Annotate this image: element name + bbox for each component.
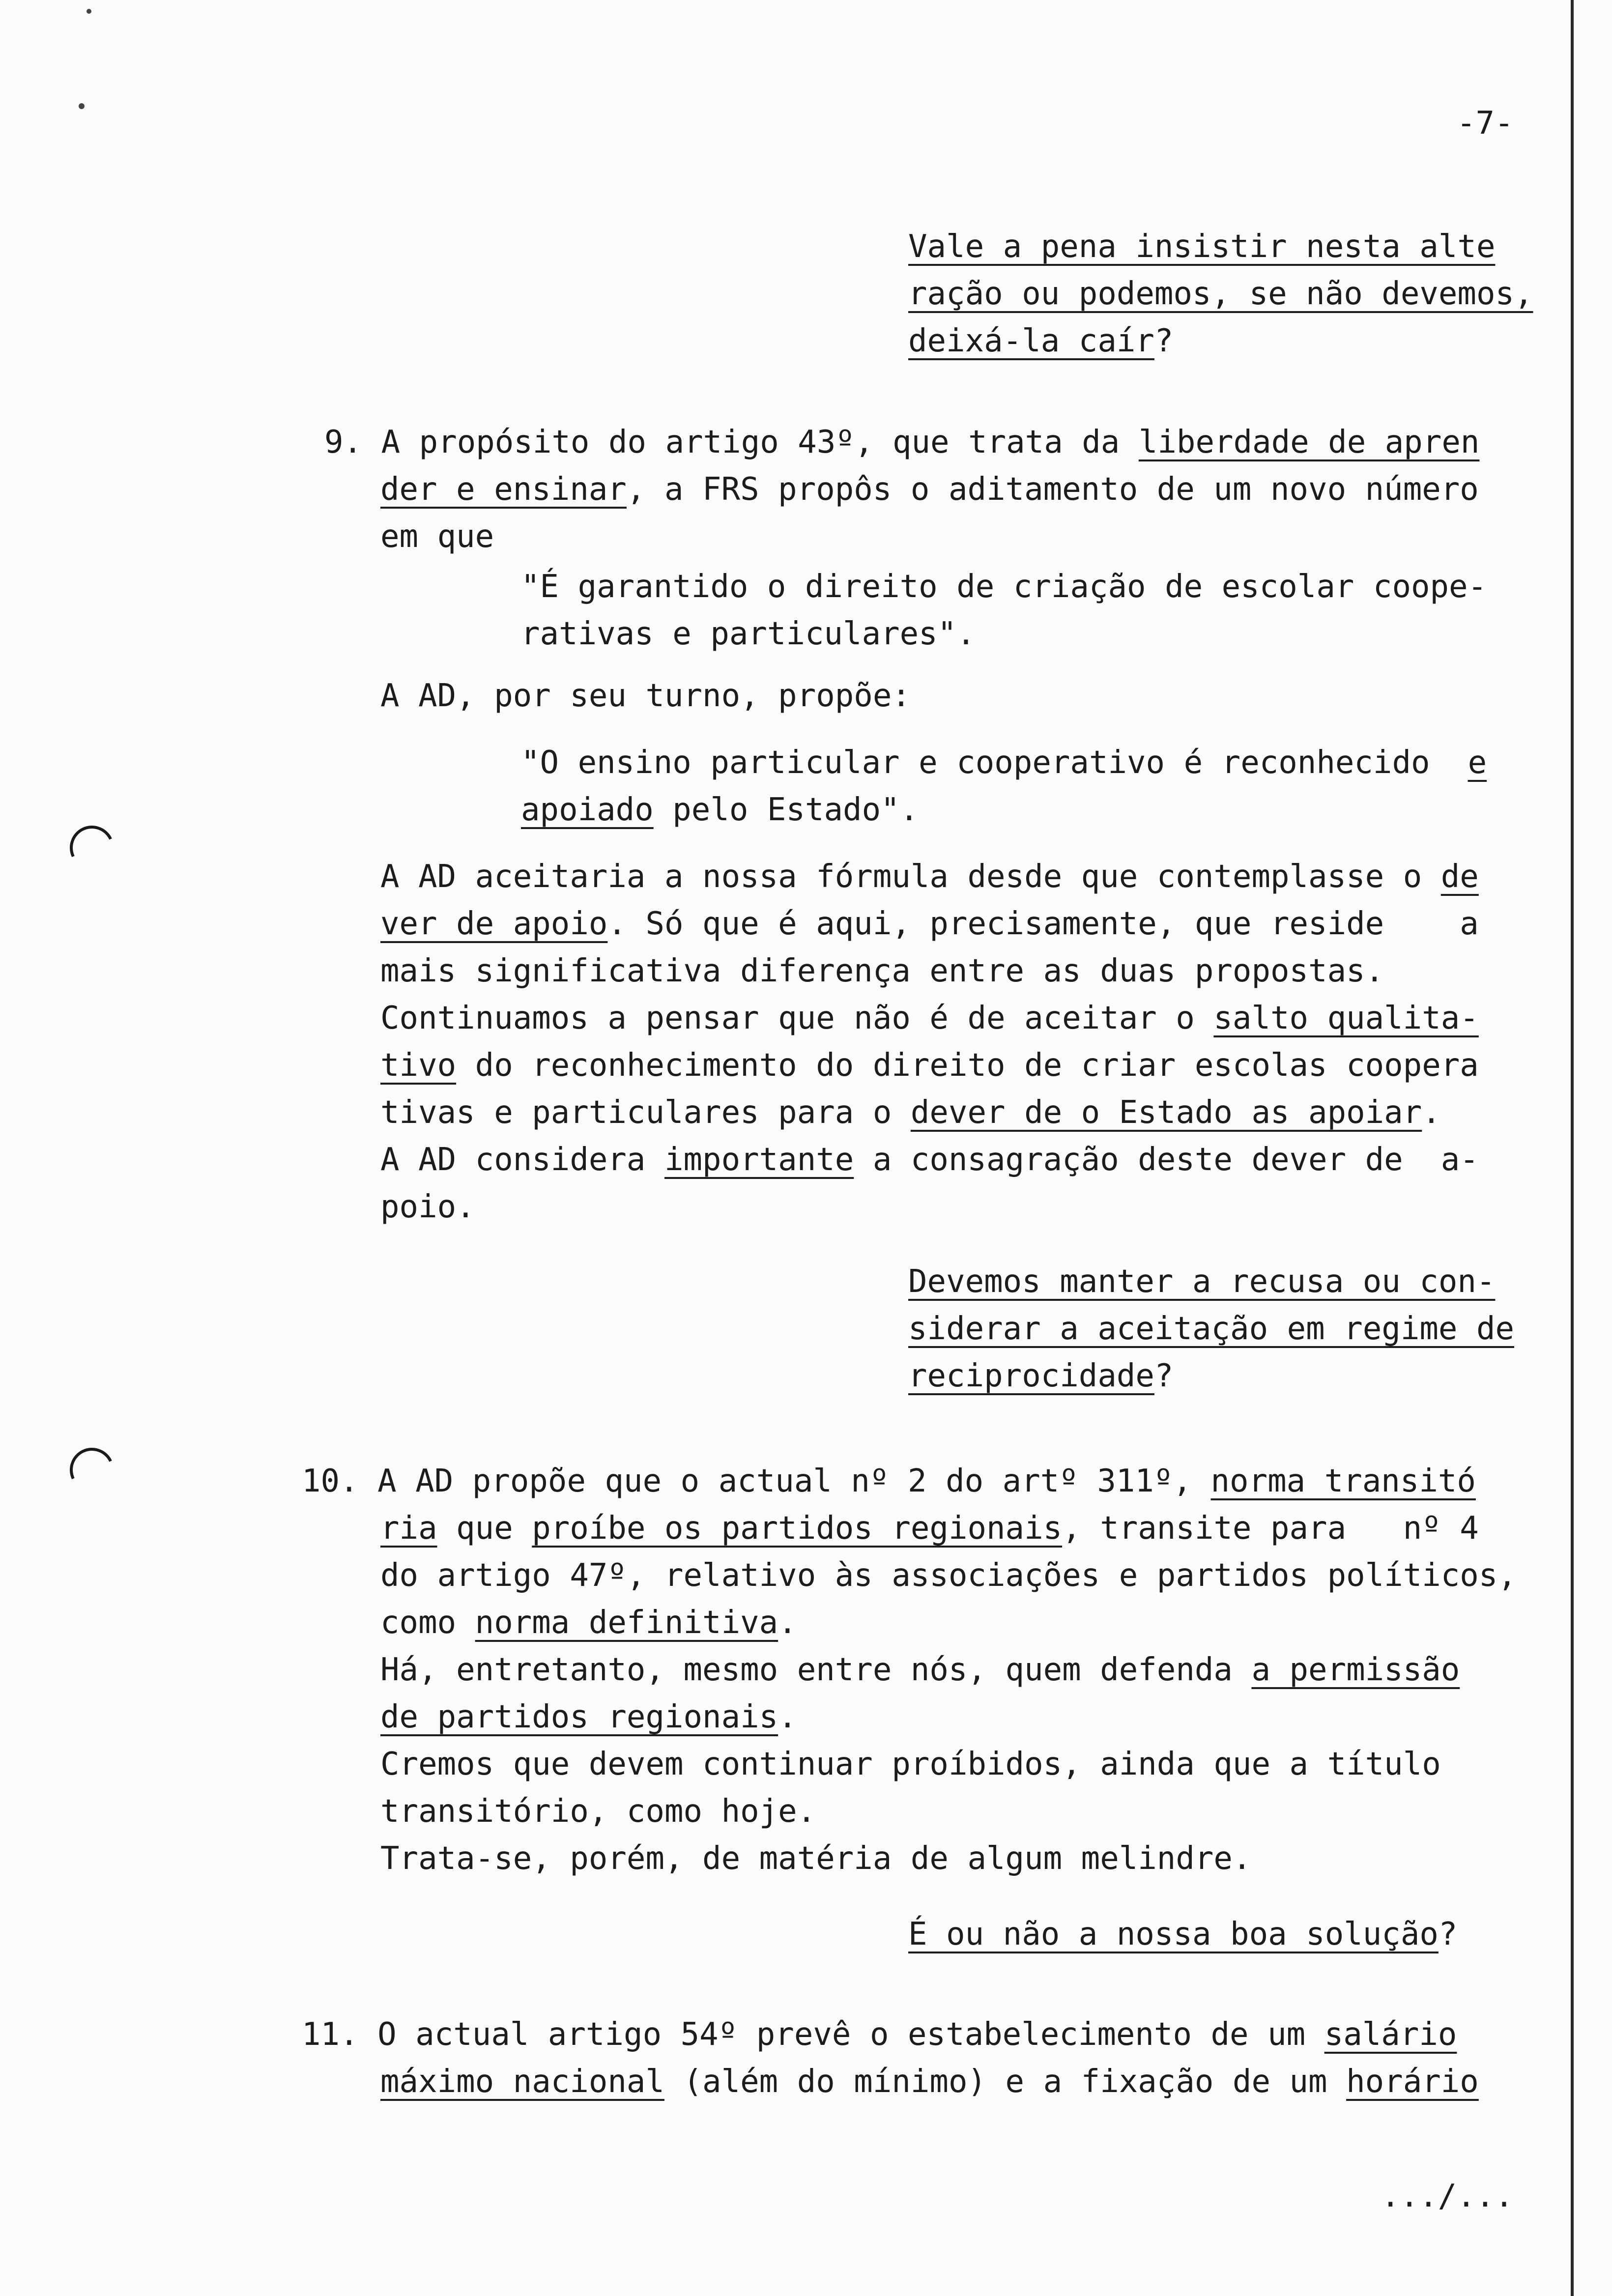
text-segment: , transite para nº 4 [1062,1510,1479,1547]
underlined-text: norma definitiva [475,1605,778,1641]
text-segment: como [380,1605,475,1641]
text-line [908,1916,1458,1952]
text-segment: em que [380,518,494,555]
underlined-text: norma transitó [1210,1463,1476,1499]
text-segment: 10. A AD propõe que o actual nº 2 do artº 311º, [302,1463,1211,1499]
text-segment: "É garantido o direito de criação de escolar coope- [521,569,1487,605]
text-line [380,1144,1479,1176]
page-number: -7- [1457,105,1514,142]
underlined-text: Vale a pena insistir nesta alte [908,229,1496,265]
underlined-text: ver de apoio [380,906,608,942]
text-segment: mais significativa diferença entre as duas propostas. [380,953,1384,989]
text-line [380,1840,1252,1877]
text-line [380,1510,1479,1547]
text-segment: . [778,1699,797,1735]
underlined-text: Devemos manter a recusa ou con- [908,1263,1496,1300]
text-segment: . [1422,1094,1441,1131]
punch-hole-mark [63,819,120,876]
underlined-text: salto qualita- [1213,1000,1479,1036]
text-line [521,618,976,650]
text-line [380,1047,1479,1084]
text-line [380,518,494,555]
text-line [380,1000,1479,1036]
text-line [380,1191,475,1223]
text-line [908,1263,1496,1300]
underlined-text: deixá-la caír [908,323,1154,359]
text-segment: poio. [380,1189,475,1225]
underlined-text: ração ou podemos, se não devemos, [908,276,1533,312]
text-segment: a consagração deste dever de a- [854,1142,1479,1178]
text-segment: que [437,1510,532,1547]
text-line [380,955,1384,987]
text-segment: . Só que é aqui, precisamente, que reside a [607,906,1479,942]
text-segment: A AD, por seu turno, propõe: [380,678,911,714]
underlined-text: horário [1346,2064,1479,2100]
text-segment: pelo Estado". [653,792,919,828]
underlined-text: e [1468,745,1487,781]
text-segment: A AD considera [380,1142,664,1178]
text-line [324,424,1480,460]
text-segment: A AD aceitaria a nossa fórmula desde que contemplasse o [380,859,1441,895]
underlined-text: liberdade de apren [1138,424,1480,460]
text-line [302,2016,1457,2053]
text-line [380,1746,1441,1782]
text-line [380,1557,1517,1594]
text-line [521,794,919,826]
text-segment: . [778,1605,797,1641]
text-segment: tivas e particulares para o [380,1094,911,1131]
punch-hole-mark [63,1441,120,1498]
text-line [380,859,1479,895]
underlined-text: proíbe os partidos regionais [532,1510,1063,1547]
text-segment: Há, entretanto, mesmo entre nós, quem defenda [380,1652,1252,1688]
underlined-text: der e ensinar [380,471,627,508]
underlined-text: dever de o Estado as apoiar [910,1094,1422,1131]
text-segment: Trata-se, porém, de matéria de algum melindre. [380,1840,1252,1877]
underlined-text: importante [664,1142,854,1178]
page-edge-rule [1571,0,1574,2296]
scan-speck [79,103,85,109]
text-segment: , a FRS propôs o aditamento de um novo número [626,471,1479,508]
text-line [521,745,1487,781]
text-line [908,1360,1173,1392]
text-segment: ? [1438,1916,1458,1952]
text-segment: Cremos que devem continuar proíbidos, ainda que a título [380,1746,1441,1782]
text-line [380,1094,1441,1131]
text-segment: Continuamos a pensar que não é de aceitar o [380,1000,1214,1036]
text-segment: 11. O actual artigo 54º prevê o estabelecimento de um [302,2016,1324,2053]
text-line [908,278,1533,310]
text-segment: 9. A propósito do artigo 43º, que trata da [324,424,1139,460]
text-line [380,908,1479,940]
underlined-text: de [1440,859,1479,895]
text-line [380,471,1479,508]
continuation-mark: .../... [1381,2178,1514,2214]
text-line [908,1313,1514,1345]
underlined-text: a permissão [1251,1652,1460,1688]
text-line [521,571,1487,603]
underlined-text: máximo nacional [380,2064,664,2100]
underlined-text: apoiado [521,792,654,828]
text-segment: rativas e particulares". [521,616,976,652]
underlined-text: reciprocidade [908,1358,1154,1394]
text-segment: ? [1154,323,1174,359]
text-line [380,1793,816,1830]
underlined-text: salário [1324,2016,1457,2053]
text-segment: (além do mínimo) e a fixação de um [664,2064,1347,2100]
underlined-text: de partidos regionais [380,1699,778,1735]
text-line [380,1605,797,1641]
text-line [908,229,1496,265]
text-line [380,1654,1460,1686]
text-line [380,1701,797,1733]
underlined-text: tivo [380,1047,457,1084]
text-segment: transitório, como hoje. [380,1793,816,1830]
text-segment: "O ensino particular e cooperativo é reconhecido [521,745,1468,781]
underlined-text: siderar a aceitação em regime de [908,1311,1514,1347]
text-segment: do artigo 47º, relativo às associações e partidos políticos, [380,1557,1517,1594]
text-line [302,1465,1476,1497]
text-segment: ? [1154,1358,1174,1394]
underlined-text: ria [380,1510,437,1547]
text-line [380,2064,1479,2100]
text-line [380,680,911,712]
scan-speck [86,9,91,14]
text-line [908,325,1173,357]
underlined-text: É ou não a nossa boa solução [908,1916,1439,1952]
text-segment: do reconhecimento do direito de criar escolas coopera [456,1047,1479,1084]
